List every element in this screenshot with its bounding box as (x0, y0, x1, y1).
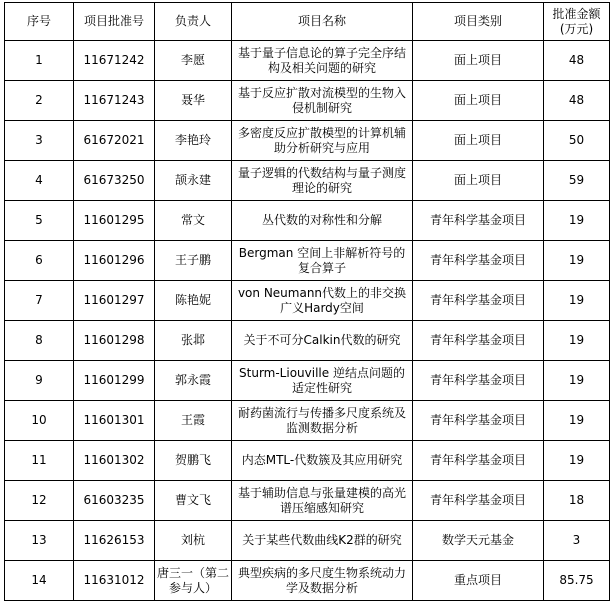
cell-seq: 8 (5, 321, 74, 361)
cell-approval-no: 11601298 (74, 321, 155, 361)
cell-approval-no: 11631012 (74, 561, 155, 601)
table-row (5, 161, 610, 201)
cell-leader: 李愿 (155, 41, 232, 81)
header-category: 项目类别 (413, 3, 544, 41)
table-row (5, 281, 610, 321)
cell-approval-no: 11601302 (74, 441, 155, 481)
cell-amount: 19 (544, 281, 610, 321)
cell-seq: 6 (5, 241, 74, 281)
cell-category: 面上项目 (413, 121, 544, 161)
cell-project-name: 关于不可分Calkin代数的研究 (232, 321, 413, 361)
cell-approval-no: 11601297 (74, 281, 155, 321)
cell-leader: 陈艳妮 (155, 281, 232, 321)
cell-category: 青年科学基金项目 (413, 321, 544, 361)
cell-amount: 59 (544, 161, 610, 201)
cell-leader: 贺鹏飞 (155, 441, 232, 481)
header-seq: 序号 (5, 3, 74, 41)
header-row (5, 3, 610, 41)
cell-seq: 7 (5, 281, 74, 321)
cell-category: 面上项目 (413, 81, 544, 121)
table-row (5, 321, 610, 361)
cell-leader: 张邶 (155, 321, 232, 361)
cell-approval-no: 11601295 (74, 201, 155, 241)
cell-approval-no: 11601299 (74, 361, 155, 401)
cell-amount: 19 (544, 401, 610, 441)
header-leader: 负责人 (155, 3, 232, 41)
table-row (5, 201, 610, 241)
cell-project-name: 基于辅助信息与张量建模的高光谱压缩感知研究 (232, 481, 413, 521)
cell-project-name: von Neumann代数上的非交换广义Hardy空间 (232, 281, 413, 321)
cell-seq: 5 (5, 201, 74, 241)
cell-category: 青年科学基金项目 (413, 401, 544, 441)
cell-project-name: 基于量子信息论的算子完全序结构及相关问题的研究 (232, 41, 413, 81)
cell-category: 青年科学基金项目 (413, 481, 544, 521)
cell-leader: 曹文飞 (155, 481, 232, 521)
cell-amount: 19 (544, 241, 610, 281)
cell-leader: 聂华 (155, 81, 232, 121)
cell-category: 青年科学基金项目 (413, 361, 544, 401)
table-row (5, 121, 610, 161)
cell-leader: 刘杭 (155, 521, 232, 561)
cell-approval-no: 61672021 (74, 121, 155, 161)
cell-amount: 50 (544, 121, 610, 161)
cell-category: 青年科学基金项目 (413, 201, 544, 241)
cell-approval-no: 61673250 (74, 161, 155, 201)
cell-seq: 9 (5, 361, 74, 401)
cell-approval-no: 11601301 (74, 401, 155, 441)
cell-approval-no: 11601296 (74, 241, 155, 281)
cell-project-name: Bergman 空间上非解析符号的复合算子 (232, 241, 413, 281)
cell-leader: 颉永建 (155, 161, 232, 201)
cell-leader: 王霞 (155, 401, 232, 441)
cell-seq: 2 (5, 81, 74, 121)
cell-amount: 3 (544, 521, 610, 561)
cell-project-name: 丛代数的对称性和分解 (232, 201, 413, 241)
cell-project-name: 关于某些代数曲线K2群的研究 (232, 521, 413, 561)
cell-project-name: 多密度反应扩散模型的计算机辅助分析研究与应用 (232, 121, 413, 161)
cell-project-name: 量子逻辑的代数结构与量子测度理论的研究 (232, 161, 413, 201)
cell-approval-no: 61603235 (74, 481, 155, 521)
header-amount: 批准金额 (万元) (544, 3, 610, 41)
table-row (5, 361, 610, 401)
table-row (5, 41, 610, 81)
cell-leader: 唐三一（第二参与人） (155, 561, 232, 601)
cell-seq: 3 (5, 121, 74, 161)
cell-seq: 1 (5, 41, 74, 81)
cell-leader: 郭永霞 (155, 361, 232, 401)
cell-seq: 13 (5, 521, 74, 561)
table-row (5, 241, 610, 281)
cell-category: 重点项目 (413, 561, 544, 601)
table-row (5, 81, 610, 121)
cell-seq: 14 (5, 561, 74, 601)
cell-amount: 48 (544, 81, 610, 121)
cell-seq: 4 (5, 161, 74, 201)
cell-project-name: 典型疾病的多尺度生物系统动力学及数据分析 (232, 561, 413, 601)
cell-project-name: 内态MTL-代数簇及其应用研究 (232, 441, 413, 481)
cell-amount: 19 (544, 441, 610, 481)
cell-seq: 11 (5, 441, 74, 481)
cell-approval-no: 11626153 (74, 521, 155, 561)
cell-category: 面上项目 (413, 41, 544, 81)
cell-approval-no: 11671243 (74, 81, 155, 121)
cell-category: 数学天元基金 (413, 521, 544, 561)
table-row (5, 481, 610, 521)
table-row (5, 401, 610, 441)
table-row (5, 561, 610, 601)
cell-amount: 19 (544, 201, 610, 241)
cell-category: 青年科学基金项目 (413, 441, 544, 481)
cell-leader: 王子鹏 (155, 241, 232, 281)
cell-amount: 19 (544, 361, 610, 401)
header-approval-no: 项目批准号 (74, 3, 155, 41)
table-row (5, 441, 610, 481)
cell-leader: 李艳玲 (155, 121, 232, 161)
cell-category: 面上项目 (413, 161, 544, 201)
cell-amount: 18 (544, 481, 610, 521)
header-project-name: 项目名称 (232, 3, 413, 41)
cell-seq: 10 (5, 401, 74, 441)
cell-seq: 12 (5, 481, 74, 521)
cell-amount: 48 (544, 41, 610, 81)
cell-category: 青年科学基金项目 (413, 241, 544, 281)
cell-amount: 85.75 (544, 561, 610, 601)
cell-approval-no: 11671242 (74, 41, 155, 81)
cell-project-name: 耐药菌流行与传播多尺度系统及监测数据分析 (232, 401, 413, 441)
cell-project-name: 基于反应扩散对流模型的生物入侵机制研究 (232, 81, 413, 121)
cell-leader: 常文 (155, 201, 232, 241)
funding-table (4, 2, 610, 601)
table-row (5, 521, 610, 561)
cell-project-name: Sturm-Liouville 逆结点问题的适定性研究 (232, 361, 413, 401)
cell-category: 青年科学基金项目 (413, 281, 544, 321)
cell-amount: 19 (544, 321, 610, 361)
